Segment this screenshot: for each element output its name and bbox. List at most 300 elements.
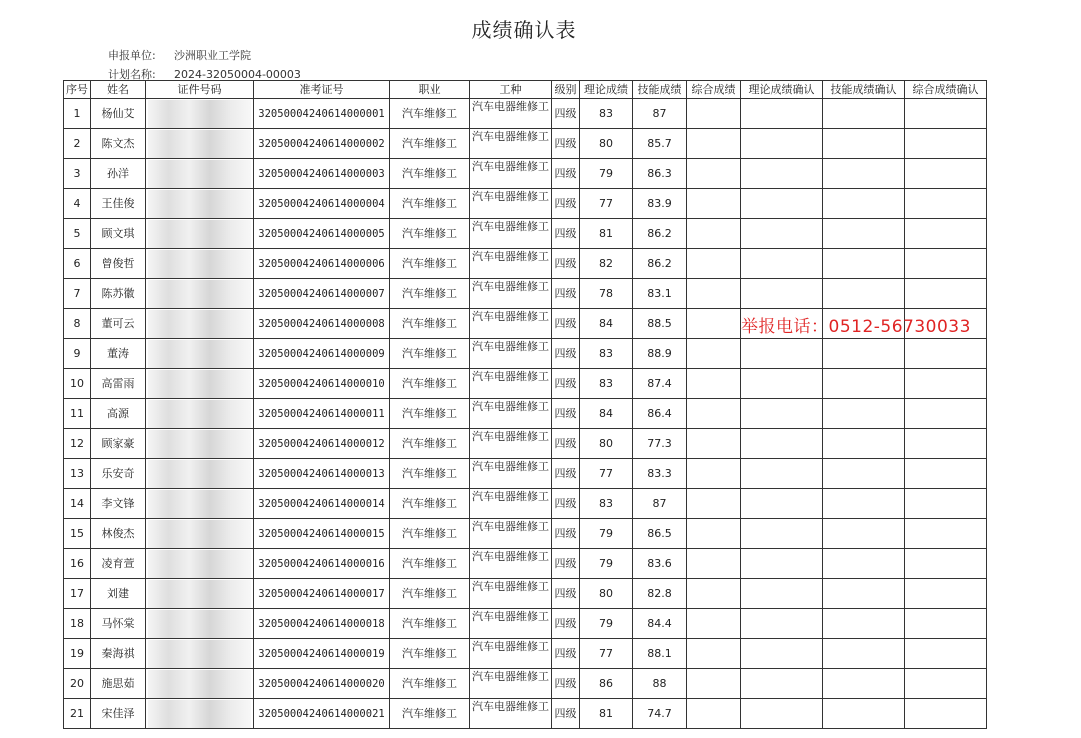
redacted-id-blur — [148, 340, 251, 368]
row-job: 汽车维修工 — [390, 309, 470, 339]
row-name: 陈苏徽 — [91, 279, 146, 309]
col-header-trade: 工种 — [470, 81, 552, 99]
row-id-number-redacted — [146, 249, 254, 279]
row-skill-score: 82.8 — [633, 579, 687, 609]
row-overall-score — [687, 129, 741, 159]
row-overall-confirm — [905, 219, 987, 249]
row-theory-score: 81 — [580, 699, 633, 729]
row-theory-confirm — [741, 579, 823, 609]
row-skill-confirm — [823, 129, 905, 159]
row-level: 四级 — [552, 609, 580, 639]
table-row — [64, 159, 987, 189]
row-skill-score: 88.9 — [633, 339, 687, 369]
table-row — [64, 519, 987, 549]
col-header-overall-confirm: 综合成绩确认 — [905, 81, 987, 99]
row-skill-confirm — [823, 219, 905, 249]
row-skill-confirm — [823, 699, 905, 729]
row-skill-score: 88.1 — [633, 639, 687, 669]
row-exam-id: 32050004240614000020 — [254, 669, 390, 699]
row-no: 12 — [64, 429, 91, 459]
row-no: 17 — [64, 579, 91, 609]
row-job: 汽车维修工 — [390, 219, 470, 249]
redacted-id-blur — [148, 430, 251, 458]
unit-label: 申报单位: — [108, 49, 156, 62]
row-theory-confirm — [741, 519, 823, 549]
row-trade: 汽车电器维修工 — [470, 549, 552, 579]
row-skill-score: 77.3 — [633, 429, 687, 459]
row-trade: 汽车电器维修工 — [470, 579, 552, 609]
row-id-number-redacted — [146, 99, 254, 129]
row-id-number-redacted — [146, 399, 254, 429]
row-theory-confirm — [741, 459, 823, 489]
row-trade: 汽车电器维修工 — [470, 99, 552, 129]
row-overall-score — [687, 549, 741, 579]
row-exam-id: 32050004240614000009 — [254, 339, 390, 369]
row-name: 高雷雨 — [91, 369, 146, 399]
row-level: 四级 — [552, 639, 580, 669]
row-overall-confirm — [905, 279, 987, 309]
row-job: 汽车维修工 — [390, 489, 470, 519]
row-skill-score: 86.5 — [633, 519, 687, 549]
row-skill-score: 88 — [633, 669, 687, 699]
row-theory-score: 81 — [580, 219, 633, 249]
row-name: 刘建 — [91, 579, 146, 609]
row-job: 汽车维修工 — [390, 339, 470, 369]
row-overall-confirm — [905, 489, 987, 519]
row-id-number-redacted — [146, 699, 254, 729]
unit-value: 沙洲职业工学院 — [174, 49, 251, 62]
table-row — [64, 549, 987, 579]
row-name: 顾文琪 — [91, 219, 146, 249]
table-row — [64, 699, 987, 729]
row-no: 21 — [64, 699, 91, 729]
row-skill-confirm — [823, 459, 905, 489]
row-no: 8 — [64, 309, 91, 339]
row-job: 汽车维修工 — [390, 129, 470, 159]
row-skill-score: 83.3 — [633, 459, 687, 489]
col-header-skill-confirm: 技能成绩确认 — [823, 81, 905, 99]
row-skill-confirm — [823, 339, 905, 369]
row-theory-confirm — [741, 249, 823, 279]
table-row — [64, 609, 987, 639]
row-job: 汽车维修工 — [390, 579, 470, 609]
row-job: 汽车维修工 — [390, 639, 470, 669]
row-name: 陈文杰 — [91, 129, 146, 159]
row-overall-confirm — [905, 519, 987, 549]
row-skill-score: 87 — [633, 99, 687, 129]
row-skill-confirm — [823, 189, 905, 219]
table-row — [64, 369, 987, 399]
row-theory-score: 84 — [580, 399, 633, 429]
row-id-number-redacted — [146, 339, 254, 369]
redacted-id-blur — [148, 310, 251, 338]
row-skill-confirm — [823, 519, 905, 549]
row-overall-confirm — [905, 249, 987, 279]
row-no: 10 — [64, 369, 91, 399]
row-skill-score: 86.3 — [633, 159, 687, 189]
row-id-number-redacted — [146, 459, 254, 489]
row-theory-confirm — [741, 639, 823, 669]
row-no: 4 — [64, 189, 91, 219]
row-job: 汽车维修工 — [390, 459, 470, 489]
row-overall-score — [687, 189, 741, 219]
row-level: 四级 — [552, 579, 580, 609]
row-level: 四级 — [552, 129, 580, 159]
row-name: 孙洋 — [91, 159, 146, 189]
row-skill-score: 85.7 — [633, 129, 687, 159]
row-overall-score — [687, 99, 741, 129]
row-theory-score: 83 — [580, 489, 633, 519]
row-trade: 汽车电器维修工 — [470, 219, 552, 249]
row-overall-confirm — [905, 459, 987, 489]
row-level: 四级 — [552, 309, 580, 339]
row-overall-score — [687, 369, 741, 399]
row-trade: 汽车电器维修工 — [470, 129, 552, 159]
row-trade: 汽车电器维修工 — [470, 369, 552, 399]
redacted-id-blur — [148, 460, 251, 488]
row-overall-score — [687, 219, 741, 249]
row-name: 李文锋 — [91, 489, 146, 519]
row-name: 顾家豪 — [91, 429, 146, 459]
row-level: 四级 — [552, 159, 580, 189]
row-level: 四级 — [552, 189, 580, 219]
row-trade: 汽车电器维修工 — [470, 249, 552, 279]
row-no: 9 — [64, 339, 91, 369]
row-name: 宋佳泽 — [91, 699, 146, 729]
row-id-number-redacted — [146, 129, 254, 159]
row-name: 秦海祺 — [91, 639, 146, 669]
redacted-id-blur — [148, 580, 251, 608]
row-name: 乐安奇 — [91, 459, 146, 489]
row-overall-score — [687, 429, 741, 459]
row-skill-score: 84.4 — [633, 609, 687, 639]
row-name: 马怀棠 — [91, 609, 146, 639]
row-no: 2 — [64, 129, 91, 159]
row-no: 6 — [64, 249, 91, 279]
row-trade: 汽车电器维修工 — [470, 189, 552, 219]
row-id-number-redacted — [146, 279, 254, 309]
row-level: 四级 — [552, 669, 580, 699]
redacted-id-blur — [148, 160, 251, 188]
score-table — [63, 80, 987, 729]
plan-label: 计划名称: — [108, 68, 156, 81]
row-id-number-redacted — [146, 549, 254, 579]
table-row — [64, 189, 987, 219]
row-id-number-redacted — [146, 609, 254, 639]
row-exam-id: 32050004240614000016 — [254, 549, 390, 579]
row-name: 曾俊哲 — [91, 249, 146, 279]
row-theory-confirm — [741, 489, 823, 519]
table-row — [64, 489, 987, 519]
col-header-theory-confirm: 理论成绩确认 — [741, 81, 823, 99]
row-name: 董涛 — [91, 339, 146, 369]
row-theory-score: 83 — [580, 339, 633, 369]
row-trade: 汽车电器维修工 — [470, 489, 552, 519]
row-no: 13 — [64, 459, 91, 489]
row-job: 汽车维修工 — [390, 669, 470, 699]
redacted-id-blur — [148, 190, 251, 218]
row-skill-score: 83.6 — [633, 549, 687, 579]
report-hotline-watermark: 举报电话：0512-56730033 — [741, 317, 971, 337]
row-overall-confirm — [905, 159, 987, 189]
row-name: 凌育萱 — [91, 549, 146, 579]
row-level: 四级 — [552, 549, 580, 579]
row-skill-confirm — [823, 489, 905, 519]
row-overall-confirm — [905, 639, 987, 669]
row-job: 汽车维修工 — [390, 549, 470, 579]
row-trade: 汽车电器维修工 — [470, 699, 552, 729]
col-header-name: 姓名 — [91, 81, 146, 99]
row-trade: 汽车电器维修工 — [470, 429, 552, 459]
row-no: 7 — [64, 279, 91, 309]
row-overall-confirm — [905, 429, 987, 459]
row-name: 杨仙艾 — [91, 99, 146, 129]
row-exam-id: 32050004240614000004 — [254, 189, 390, 219]
row-theory-score: 80 — [580, 579, 633, 609]
redacted-id-blur — [148, 700, 251, 728]
col-header-job: 职业 — [390, 81, 470, 99]
row-level: 四级 — [552, 489, 580, 519]
row-exam-id: 32050004240614000005 — [254, 219, 390, 249]
row-overall-score — [687, 159, 741, 189]
row-level: 四级 — [552, 519, 580, 549]
row-job: 汽车维修工 — [390, 279, 470, 309]
row-level: 四级 — [552, 369, 580, 399]
row-level: 四级 — [552, 429, 580, 459]
table-header-row — [64, 81, 987, 99]
row-id-number-redacted — [146, 669, 254, 699]
row-trade: 汽车电器维修工 — [470, 459, 552, 489]
table-row — [64, 669, 987, 699]
row-exam-id: 32050004240614000007 — [254, 279, 390, 309]
row-theory-confirm — [741, 99, 823, 129]
row-overall-score — [687, 579, 741, 609]
page-title: 成绩确认表 — [471, 18, 577, 42]
row-job: 汽车维修工 — [390, 429, 470, 459]
table-row — [64, 249, 987, 279]
row-trade: 汽车电器维修工 — [470, 339, 552, 369]
row-theory-confirm — [741, 129, 823, 159]
row-level: 四级 — [552, 249, 580, 279]
table-row — [64, 459, 987, 489]
row-skill-score: 83.9 — [633, 189, 687, 219]
row-job: 汽车维修工 — [390, 399, 470, 429]
redacted-id-blur — [148, 610, 251, 638]
row-theory-score: 77 — [580, 189, 633, 219]
row-theory-confirm — [741, 549, 823, 579]
row-skill-confirm — [823, 609, 905, 639]
row-theory-score: 77 — [580, 639, 633, 669]
row-overall-confirm — [905, 669, 987, 699]
row-theory-confirm — [741, 399, 823, 429]
row-no: 14 — [64, 489, 91, 519]
row-trade: 汽车电器维修工 — [470, 609, 552, 639]
table-row — [64, 279, 987, 309]
row-skill-confirm — [823, 279, 905, 309]
row-id-number-redacted — [146, 579, 254, 609]
row-job: 汽车维修工 — [390, 609, 470, 639]
row-exam-id: 32050004240614000012 — [254, 429, 390, 459]
row-theory-score: 77 — [580, 459, 633, 489]
col-header-id-number: 证件号码 — [146, 81, 254, 99]
row-exam-id: 32050004240614000014 — [254, 489, 390, 519]
row-skill-score: 87 — [633, 489, 687, 519]
row-job: 汽车维修工 — [390, 249, 470, 279]
redacted-id-blur — [148, 220, 251, 248]
row-theory-score: 78 — [580, 279, 633, 309]
row-no: 3 — [64, 159, 91, 189]
row-theory-score: 86 — [580, 669, 633, 699]
redacted-id-blur — [148, 640, 251, 668]
row-level: 四级 — [552, 279, 580, 309]
row-exam-id: 32050004240614000008 — [254, 309, 390, 339]
row-job: 汽车维修工 — [390, 159, 470, 189]
row-theory-confirm — [741, 609, 823, 639]
row-exam-id: 32050004240614000015 — [254, 519, 390, 549]
row-overall-score — [687, 699, 741, 729]
row-overall-score — [687, 609, 741, 639]
row-skill-confirm — [823, 429, 905, 459]
row-exam-id: 32050004240614000010 — [254, 369, 390, 399]
row-name: 高源 — [91, 399, 146, 429]
row-skill-score: 86.4 — [633, 399, 687, 429]
row-job: 汽车维修工 — [390, 369, 470, 399]
row-skill-score: 86.2 — [633, 249, 687, 279]
col-header-theory: 理论成绩 — [580, 81, 633, 99]
table-row — [64, 339, 987, 369]
redacted-id-blur — [148, 250, 251, 278]
row-theory-score: 79 — [580, 609, 633, 639]
row-level: 四级 — [552, 459, 580, 489]
row-skill-confirm — [823, 159, 905, 189]
row-theory-confirm — [741, 369, 823, 399]
applicant-unit — [108, 47, 251, 63]
row-overall-score — [687, 309, 741, 339]
row-id-number-redacted — [146, 369, 254, 399]
row-level: 四级 — [552, 99, 580, 129]
redacted-id-blur — [148, 100, 251, 128]
row-exam-id: 32050004240614000002 — [254, 129, 390, 159]
row-exam-id: 32050004240614000017 — [254, 579, 390, 609]
row-skill-score: 83.1 — [633, 279, 687, 309]
row-trade: 汽车电器维修工 — [470, 159, 552, 189]
row-name: 王佳俊 — [91, 189, 146, 219]
row-theory-score: 79 — [580, 549, 633, 579]
redacted-id-blur — [148, 520, 251, 548]
row-id-number-redacted — [146, 159, 254, 189]
row-overall-confirm — [905, 339, 987, 369]
row-skill-score: 87.4 — [633, 369, 687, 399]
table-row — [64, 429, 987, 459]
row-theory-score: 83 — [580, 99, 633, 129]
row-trade: 汽车电器维修工 — [470, 519, 552, 549]
row-theory-score: 80 — [580, 129, 633, 159]
row-overall-confirm — [905, 699, 987, 729]
row-theory-score: 84 — [580, 309, 633, 339]
row-theory-score: 83 — [580, 369, 633, 399]
row-no: 5 — [64, 219, 91, 249]
row-exam-id: 32050004240614000019 — [254, 639, 390, 669]
table-row — [64, 579, 987, 609]
row-level: 四级 — [552, 699, 580, 729]
row-skill-confirm — [823, 399, 905, 429]
redacted-id-blur — [148, 670, 251, 698]
row-exam-id: 32050004240614000006 — [254, 249, 390, 279]
row-theory-confirm — [741, 339, 823, 369]
row-overall-confirm — [905, 189, 987, 219]
row-theory-score: 82 — [580, 249, 633, 279]
row-trade: 汽车电器维修工 — [470, 399, 552, 429]
row-theory-confirm — [741, 429, 823, 459]
table-row — [64, 129, 987, 159]
row-theory-score: 79 — [580, 159, 633, 189]
row-overall-confirm — [905, 129, 987, 159]
redacted-id-blur — [148, 490, 251, 518]
row-id-number-redacted — [146, 219, 254, 249]
row-theory-confirm — [741, 159, 823, 189]
col-header-skill: 技能成绩 — [633, 81, 687, 99]
row-theory-confirm — [741, 279, 823, 309]
row-overall-confirm — [905, 399, 987, 429]
row-overall-score — [687, 459, 741, 489]
redacted-id-blur — [148, 550, 251, 578]
row-trade: 汽车电器维修工 — [470, 639, 552, 669]
row-trade: 汽车电器维修工 — [470, 669, 552, 699]
row-no: 20 — [64, 669, 91, 699]
row-trade: 汽车电器维修工 — [470, 309, 552, 339]
redacted-id-blur — [148, 400, 251, 428]
row-skill-confirm — [823, 99, 905, 129]
redacted-id-blur — [148, 370, 251, 398]
row-skill-score: 74.7 — [633, 699, 687, 729]
row-skill-score: 86.2 — [633, 219, 687, 249]
redacted-id-blur — [148, 280, 251, 308]
table-row — [64, 219, 987, 249]
row-overall-score — [687, 249, 741, 279]
row-id-number-redacted — [146, 639, 254, 669]
row-skill-confirm — [823, 639, 905, 669]
row-job: 汽车维修工 — [390, 99, 470, 129]
row-no: 11 — [64, 399, 91, 429]
row-job: 汽车维修工 — [390, 189, 470, 219]
plan-value: 2024-32050004-00003 — [174, 68, 301, 81]
row-no: 16 — [64, 549, 91, 579]
col-header-level: 级别 — [552, 81, 580, 99]
redacted-id-blur — [148, 130, 251, 158]
row-overall-score — [687, 399, 741, 429]
row-theory-score: 80 — [580, 429, 633, 459]
row-skill-score: 88.5 — [633, 309, 687, 339]
row-no: 15 — [64, 519, 91, 549]
row-theory-confirm — [741, 669, 823, 699]
row-overall-confirm — [905, 549, 987, 579]
row-job: 汽车维修工 — [390, 699, 470, 729]
row-skill-confirm — [823, 669, 905, 699]
row-id-number-redacted — [146, 429, 254, 459]
row-overall-confirm — [905, 99, 987, 129]
row-overall-score — [687, 669, 741, 699]
row-theory-confirm — [741, 189, 823, 219]
row-overall-score — [687, 519, 741, 549]
row-level: 四级 — [552, 339, 580, 369]
row-name: 林俊杰 — [91, 519, 146, 549]
row-overall-confirm — [905, 609, 987, 639]
row-exam-id: 32050004240614000011 — [254, 399, 390, 429]
row-no: 19 — [64, 639, 91, 669]
table-row — [64, 399, 987, 429]
row-overall-score — [687, 339, 741, 369]
row-skill-confirm — [823, 369, 905, 399]
